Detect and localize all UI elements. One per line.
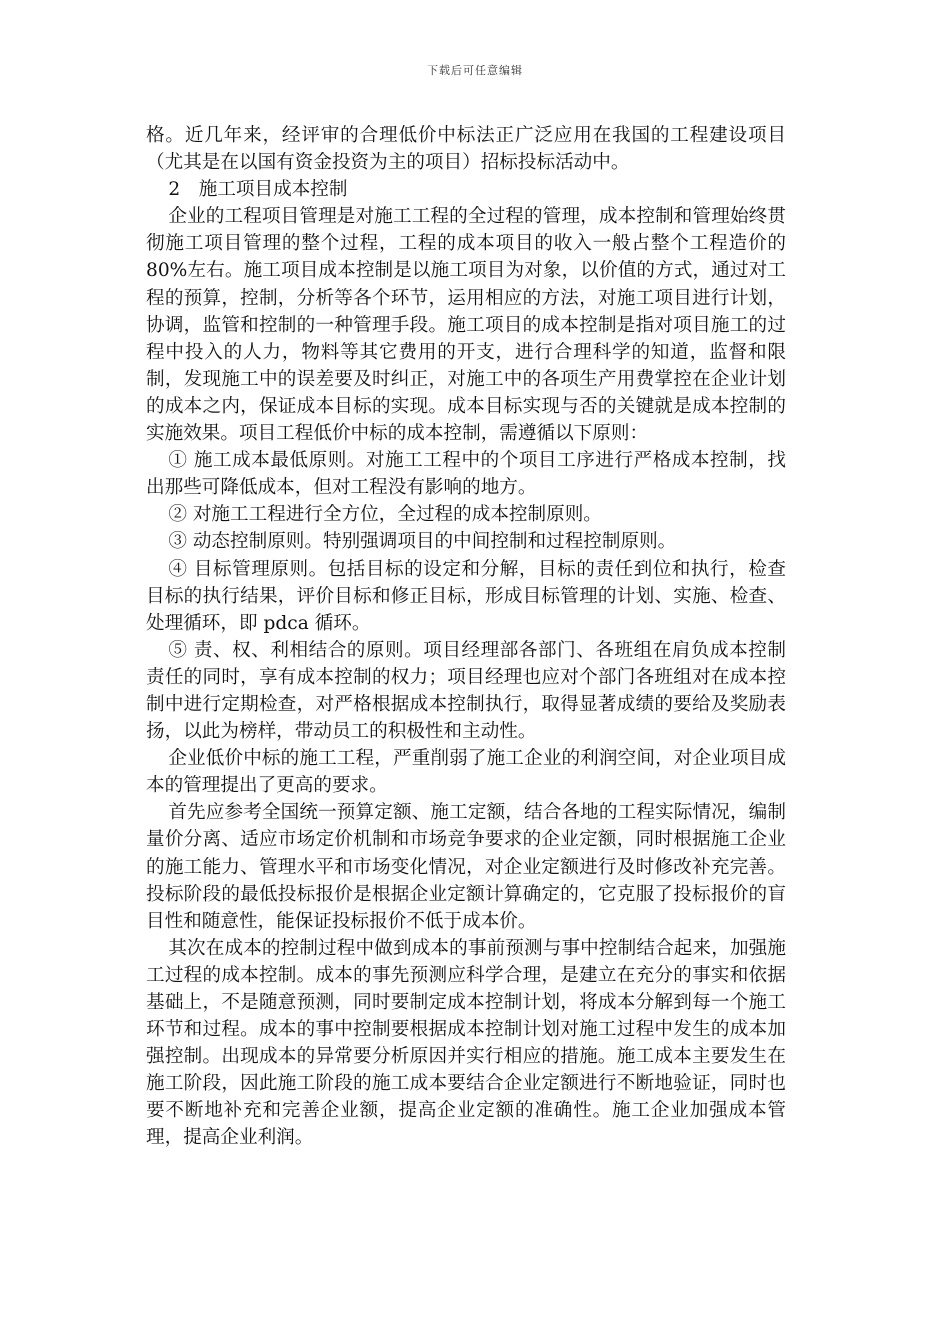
paragraph: 企业的工程项目管理是对施工工程的全过程的管理，成本控制和管理始终贯彻施工项目管理的整个过程，工程的成本项目的收入一般占整个工程造价的80%左右。施工项目成本控制是以施工项目为对象，以价值的方式，通过对工程的预算，控制，分析等各个环节，运用相应的方法，对施工项目进行计划，协调，监管和控制的一种管理手段。施工项目的成本控制是指对项目施工的过程中投入的人力，物料等其它费用的开支，进行合理科学的知道，监督和限制，发现施工中的误差要及时纠正，对施工中的各项生产用费掌控在企业计划的成本之内，保证成本目标的实现。成本目标实现与否的关键就是成本控制的实施效果。项目工程低价中标的成本控制，需遵循以下原则： <box>146 206 786 445</box>
section-heading: 2 施工项目成本控制 <box>168 179 348 201</box>
paragraph: 其次在成本的控制过程中做到成本的事前预测与事中控制结合起来，加强施工过程的成本控制。成本的事先预测应科学合理，是建立在充分的事实和依据基础上，不是随意预测，同时要制定成本控制计划，将成本分解到每一个施工环节和过程。成本的事中控制要根据成本控制计划对施工过程中发生的成本加强控制。出现成本的异常要分析原因并实行相应的措施。施工成本主要发生在施工阶段，因此施工阶段的施工成本要结合企业定额进行不断地验证，同时也要不断地补充和完善企业额，提高企业定额的准确性。施工企业加强成本管理，提高企业利润。 <box>146 937 786 1149</box>
principle-item: ④ 目标管理原则。包括目标的设定和分解，目标的责任到位和执行，检查目标的执行结果，评价目标和修正目标，形成目标管理的计划、实施、检查、处理循环，即 pdca 循环。 <box>146 558 786 634</box>
paragraph: 首先应参考全国统一预算定额、施工定额，结合各地的工程实际情况，编制量价分离、适应市场定价机制和市场竞争要求的企业定额，同时根据施工企业的施工能力、管理水平和市场变化情况，对企业定额进行及时修改补充完善。投标阶段的最低投标报价是根据企业定额计算确定的，它克服了投标报价的盲目性和随意性，能保证投标报价不低于成本价。 <box>146 802 786 932</box>
principle-item: ③ 动态控制原则。特别强调项目的中间控制和过程控制原则。 <box>168 531 677 553</box>
principle-item: ① 施工成本最低原则。对施工工程中的个项目工序进行严格成本控制，找出那些可降低成本，但对工程没有影响的地方。 <box>146 450 786 499</box>
page-header: 下载后可任意编辑 <box>427 64 523 77</box>
document-body <box>146 122 786 1152</box>
principle-item: ② 对施工工程进行全方位，全过程的成本控制原则。 <box>168 504 602 526</box>
paragraph-continuation: 格。近几年来，经评审的合理低价中标法正广泛应用在我国的工程建设项目（尤其是在以国有资金投资为主的项目）招标投标活动中。 <box>146 125 786 174</box>
paragraph: 企业低价中标的施工工程，严重削弱了施工企业的利润空间，对企业项目成本的管理提出了更高的要求。 <box>146 748 786 797</box>
principle-item: ⑤ 责、权、利相结合的原则。项目经理部各部门、各班组在肩负成本控制责任的同时，享有成本控制的权力；项目经理也应对个部门各班组对在成本控制中进行定期检查，对严格根据成本控制执行，取得显著成绩的要给及奖励表扬，以此为榜样，带动员工的积极性和主动性。 <box>146 639 786 743</box>
